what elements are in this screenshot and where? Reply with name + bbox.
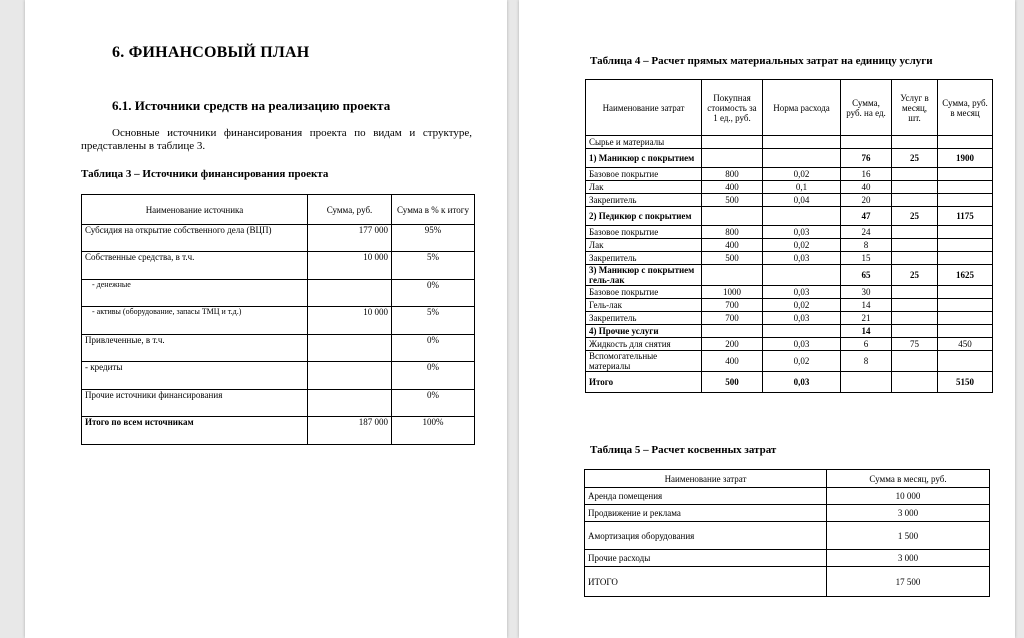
table4-cell: 400 [702,239,763,252]
table4-cell: Базовое покрытие [586,286,702,299]
table5-cell: 17 500 [827,567,990,597]
table4-cell [892,226,938,239]
table4-cell: Итого [586,372,702,393]
table5-cell: Аренда помещения [585,488,827,505]
table4-cell: 0,02 [763,239,841,252]
table4-header: Сумма, руб. на ед. [841,80,892,136]
table5-row [585,550,990,567]
table4-total-row [586,372,993,393]
table4-cell: 16 [841,168,892,181]
table4-direct-material-costs [585,79,993,393]
table5-cell: 10 000 [827,488,990,505]
table4-cell: Базовое покрытие [586,226,702,239]
document-page-right [519,0,1015,638]
table4-cell [892,312,938,325]
table4-cell: 20 [841,194,892,207]
table4-cell: 25 [892,207,938,226]
table4-cell: 30 [841,286,892,299]
table4-cell [938,325,993,338]
table4-section-row [586,265,993,286]
table4-section-row [586,149,993,168]
intro-paragraph: Основные источники финансирования проекта по видам и структуре, представлены в таблице 3. [81,127,472,152]
table5-header: Сумма в месяц, руб. [827,470,990,488]
table4-cell [938,136,993,149]
table4-cell: 800 [702,226,763,239]
table4-header: Норма расхода [763,80,841,136]
table4-cell: 2) Педикюр с покрытием [586,207,702,226]
table4-cell [702,136,763,149]
table4-cell: 4) Прочие услуги [586,325,702,338]
table4-header: Услуг в месяц, шт. [892,80,938,136]
table3-cell [308,280,392,307]
table4-cell [702,207,763,226]
table3-row [82,307,475,335]
table4-cell: 1175 [938,207,993,226]
table4-cell [763,136,841,149]
table3-total-row [82,417,475,445]
table3-funding-sources [81,194,475,445]
table4-cell: Гель-лак [586,299,702,312]
table4-cell: 1900 [938,149,993,168]
table3-cell: 5% [392,252,475,280]
table4-row [586,239,993,252]
table4-cell: 0,03 [763,286,841,299]
table3-row [82,225,475,252]
table3-cell: 0% [392,335,475,362]
table3-header: Наименование источника [82,195,308,225]
table4-cell [892,181,938,194]
table3-caption: Таблица 3 – Источники финансирования проекта [81,168,329,180]
table3-cell [308,362,392,390]
table4-cell: 5150 [938,372,993,393]
table4-cell [892,168,938,181]
table4-row [586,252,993,265]
table4-cell: 1000 [702,286,763,299]
table3-cell: Субсидия на открытие собственного дела (ВЦП) [82,225,308,252]
table5-header-row [585,470,990,488]
table4-cell: 8 [841,351,892,372]
table4-cell: Сырье и материалы [586,136,702,149]
table4-row [586,338,993,351]
table5-cell: 1 500 [827,522,990,550]
table3-cell: 187 000 [308,417,392,445]
table4-cell: 15 [841,252,892,265]
table4-cell: Вспомогательные материалы [586,351,702,372]
table4-cell: Закрепитель [586,194,702,207]
table4-cell: Лак [586,239,702,252]
table5-row [585,488,990,505]
table4-cell: 75 [892,338,938,351]
table4-header: Покупная стоимость за 1 ед., руб. [702,80,763,136]
table3-cell: - кредиты [82,362,308,390]
table4-cell: 700 [702,312,763,325]
table4-cell: 25 [892,265,938,286]
table3-cell: 10 000 [308,252,392,280]
table4-cell: 700 [702,299,763,312]
table4-cell [892,325,938,338]
table4-cell: 0,04 [763,194,841,207]
table4-cell: 400 [702,181,763,194]
table4-cell [841,136,892,149]
table4-row [586,194,993,207]
table4-cell: 200 [702,338,763,351]
table4-section-row [586,207,993,226]
table4-cell [702,149,763,168]
table4-cell [763,207,841,226]
table4-cell [938,312,993,325]
table4-cell: Закрепитель [586,312,702,325]
table4-cell: 1) Маникюр с покрытием [586,149,702,168]
table4-cell: 14 [841,325,892,338]
table4-cell [892,286,938,299]
table4-cell: 8 [841,239,892,252]
table4-cell [938,252,993,265]
table3-row [82,252,475,280]
table5-cell: ИТОГО [585,567,827,597]
table4-cell: 0,02 [763,351,841,372]
table4-cell: 25 [892,149,938,168]
table5-cell: 3 000 [827,550,990,567]
table4-cell: Закрепитель [586,252,702,265]
table4-cell: 800 [702,168,763,181]
table3-row [82,280,475,307]
table5-total-row [585,567,990,597]
table5-row [585,522,990,550]
table4-cell [938,286,993,299]
table3-cell: 177 000 [308,225,392,252]
table4-row [586,312,993,325]
table5-header: Наименование затрат [585,470,827,488]
table4-cell: 1625 [938,265,993,286]
table4-cell: Жидкость для снятия [586,338,702,351]
table5-row [585,505,990,522]
table4-cell: 0,03 [763,372,841,393]
table3-cell: 5% [392,307,475,335]
table3-row [82,335,475,362]
table3-cell [308,390,392,417]
table3-cell: Собственные средства, в т.ч. [82,252,308,280]
table3-cell: Итого по всем источникам [82,417,308,445]
table4-cell: 0,03 [763,338,841,351]
table4-cell [892,351,938,372]
table4-cell: 0,03 [763,226,841,239]
table3-cell: 10 000 [308,307,392,335]
table4-row [586,168,993,181]
table4-caption: Таблица 4 – Расчет прямых материальных затрат на единицу услуги [590,55,933,67]
table3-cell: - активы (оборудование, запасы ТМЦ и т.д.) [82,307,308,335]
subsection-heading: 6.1. Источники средств на реализацию проекта [112,98,391,113]
table4-header-row [586,80,993,136]
table4-cell [892,252,938,265]
table3-cell: 95% [392,225,475,252]
table4-cell [892,239,938,252]
table5-cell: Прочие расходы [585,550,827,567]
table5-cell: Амортизация оборудования [585,522,827,550]
table5-cell: 3 000 [827,505,990,522]
table3-cell: 100% [392,417,475,445]
table4-cell [763,149,841,168]
table4-cell: Лак [586,181,702,194]
table4-cell: 450 [938,338,993,351]
table4-cell [938,351,993,372]
table3-cell: 0% [392,362,475,390]
table4-cell [938,299,993,312]
table4-section-row [586,325,993,338]
table3-cell: Привлеченные, в т.ч. [82,335,308,362]
table3-row [82,362,475,390]
table4-cell: 3) Маникюр с покрытием гель-лак [586,265,702,286]
table4-header: Наименование затрат [586,80,702,136]
table3-header-row [82,195,475,225]
table4-row [586,286,993,299]
table4-cell [892,194,938,207]
table4-cell: Базовое покрытие [586,168,702,181]
table3-cell: - денежные [82,280,308,307]
table3-cell [308,335,392,362]
table4-cell [702,325,763,338]
table4-cell: 0,03 [763,252,841,265]
section-heading: 6. ФИНАНСОВЫЙ ПЛАН [112,44,310,61]
table4-cell [938,168,993,181]
table4-cell: 400 [702,351,763,372]
table4-cell [938,194,993,207]
table4-cell [938,181,993,194]
table4-row [586,226,993,239]
table4-cell [892,136,938,149]
table3-cell: 0% [392,280,475,307]
table4-cell: 500 [702,194,763,207]
table4-cell: 65 [841,265,892,286]
table4-cell: 0,1 [763,181,841,194]
table4-cell: 500 [702,252,763,265]
table4-cell [702,265,763,286]
table4-cell [763,265,841,286]
table4-cell: 500 [702,372,763,393]
table4-row [586,136,993,149]
table4-cell: 0,02 [763,299,841,312]
table4-cell [938,239,993,252]
table4-cell [763,325,841,338]
table5-cell: Продвижение и реклама [585,505,827,522]
table3-row [82,390,475,417]
table4-header: Сумма, руб. в месяц [938,80,993,136]
table4-cell: 21 [841,312,892,325]
table4-cell: 24 [841,226,892,239]
table3-header: Сумма, руб. [308,195,392,225]
table4-row [586,299,993,312]
table4-cell: 76 [841,149,892,168]
table4-cell: 6 [841,338,892,351]
table3-header: Сумма в % к итогу [392,195,475,225]
table4-cell [841,372,892,393]
table4-cell [938,226,993,239]
table4-cell: 40 [841,181,892,194]
table3-cell: 0% [392,390,475,417]
table4-cell: 0,03 [763,312,841,325]
table4-cell [892,372,938,393]
document-page-left [25,0,507,638]
table5-caption: Таблица 5 – Расчет косвенных затрат [590,444,777,456]
table4-row [586,181,993,194]
table4-cell: 14 [841,299,892,312]
table3-cell: Прочие источники финансирования [82,390,308,417]
table4-row [586,351,993,372]
table4-cell: 47 [841,207,892,226]
table5-indirect-costs [584,469,990,597]
table4-cell [892,299,938,312]
table4-cell: 0,02 [763,168,841,181]
